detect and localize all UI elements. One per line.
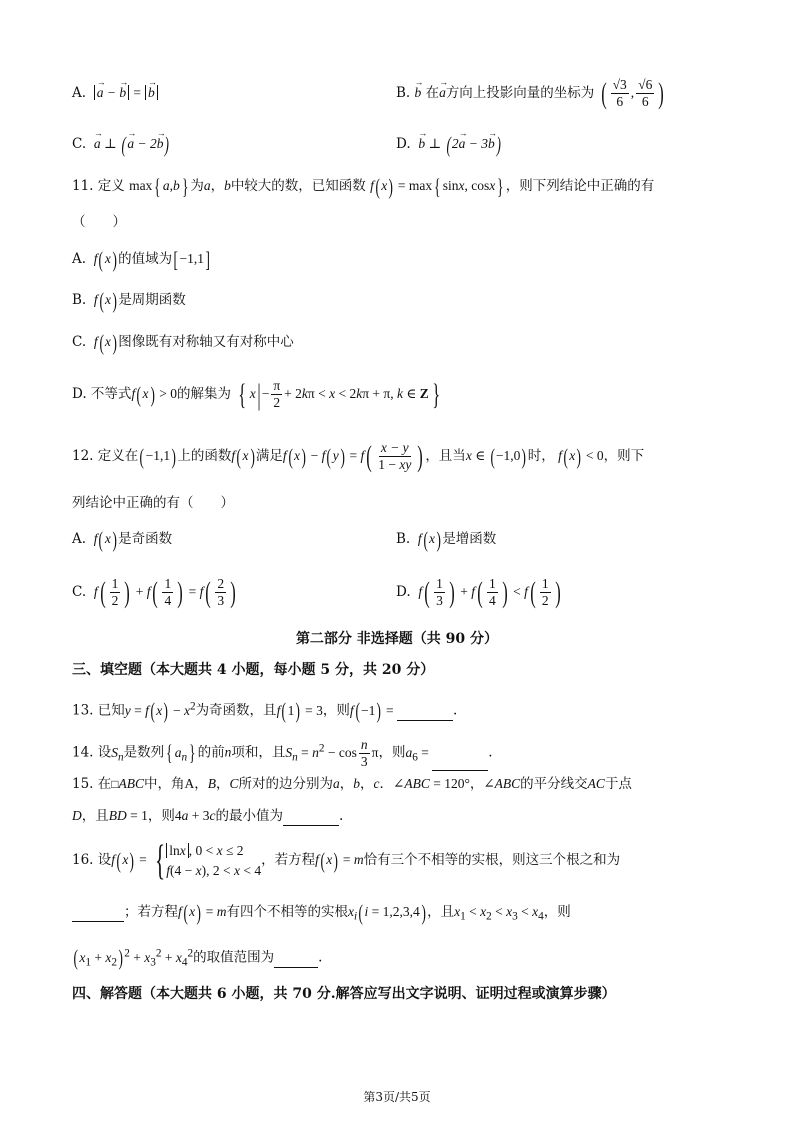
text: 所对的边分别为 xyxy=(238,776,334,792)
math-expr: → a − → b = → b xyxy=(90,85,157,100)
q15-line1 xyxy=(72,775,632,793)
text: ，且 xyxy=(81,808,109,824)
text: 于点 xyxy=(604,776,632,792)
option-label: A. xyxy=(72,251,87,267)
answer-blank xyxy=(72,903,124,922)
math-expr: A xyxy=(184,776,195,791)
q12-stem xyxy=(72,436,644,477)
text: 的最小值为 xyxy=(215,808,283,824)
option-label: A. xyxy=(72,85,87,101)
text: 的取值范围为 xyxy=(193,949,275,966)
math-expr: ( $\frac{√3}{6}$ , $\frac{√6}{6}$ ) xyxy=(600,76,665,110)
math-expr: f(x) = max{ sinx, cosx} xyxy=(370,173,504,199)
text: 的前 xyxy=(197,744,225,761)
q13: 13. 已知$y = f(x) - x^2$为奇函数，且f(1) = 3，则f(−1) = . xyxy=(72,698,458,724)
math-expr: 4a + 3c xyxy=(174,808,216,823)
math-expr: x ∈ (−1,0) xyxy=(465,443,527,469)
q11-option-b xyxy=(72,287,186,313)
text: 14. 设 xyxy=(72,744,112,761)
math-expr: [−1,1] xyxy=(173,246,210,272)
text: ；若方程 xyxy=(124,904,178,920)
text: ，则 xyxy=(147,808,175,824)
math-expr: $a_6$ = xyxy=(405,744,433,764)
text: ，且 xyxy=(427,904,455,920)
text: 是奇函数 xyxy=(118,531,173,547)
q12-option-b xyxy=(396,526,497,552)
option-label: B. xyxy=(72,292,87,308)
q10-option-d xyxy=(396,131,502,157)
text: 为奇函数，且 xyxy=(195,702,277,719)
math-expr: $x_i(i = 1,2,3,4)$ xyxy=(348,899,426,925)
option-label: C. xyxy=(72,584,87,600)
text: ，则 xyxy=(543,904,571,920)
math-expr: → b ⊥ (2→ a − 3→ b) xyxy=(415,136,502,151)
q11-stem xyxy=(72,173,655,199)
text: 在 xyxy=(425,85,440,101)
math-expr: f(x) xyxy=(231,443,255,469)
text: ，则下 xyxy=(603,448,645,464)
math-expr: f(x) = m xyxy=(315,847,364,873)
math-expr: b xyxy=(224,178,231,193)
option-label: B. xyxy=(396,85,411,101)
math-expr: → b xyxy=(415,72,422,114)
math-expr: f(x) xyxy=(93,287,117,313)
math-expr: f( $\frac{1}{3}$ ) + f( $\frac{1}{4}$ ) < f( $\frac{1}{2}$ ) xyxy=(418,575,561,609)
math-expr: → a xyxy=(439,72,446,114)
math-expr: $S_n = n^2 - \cos$ $\frac{n}{3}$ π xyxy=(285,736,379,769)
answer-blank xyxy=(397,702,453,721)
page-footer: 第3页/共5页 xyxy=(363,1090,431,1104)
math-expr: f(x) = m xyxy=(178,899,227,925)
text: ，则 xyxy=(322,702,350,719)
text: 是数列 xyxy=(123,744,165,761)
text: 为 xyxy=(190,178,204,194)
text: 中较大的数，已知函数 xyxy=(230,178,366,194)
option-label: A. xyxy=(72,531,87,547)
text: 图像既有对称轴又有对称中心 xyxy=(118,334,294,350)
math-expr: f(x) xyxy=(93,246,117,272)
math-expr: c xyxy=(373,776,380,791)
q10-option-b xyxy=(396,72,666,114)
math-expr: D xyxy=(72,808,82,823)
math-expr: $(x_1 + x_2)^2 + x_3^2 + x_4^2$ xyxy=(73,945,194,971)
math-expr: BD = 1 xyxy=(108,808,148,823)
q14: 14. 设$S_n$是数列{ $a_n$} 的前n项和，且$S_n = n^2 - \cos$ $\frac{n}{3}$ π，则$a_6$ = . xyxy=(72,736,493,769)
answer-blank xyxy=(274,949,318,968)
text: 是周期函数 xyxy=(118,292,186,308)
math-expr: f(x) xyxy=(417,526,441,552)
q12-option-a xyxy=(72,526,173,552)
text: ． xyxy=(379,776,394,792)
text: 上的函数 xyxy=(177,448,232,464)
text: 时， xyxy=(527,448,555,464)
text: 11. 定义 xyxy=(72,178,125,194)
math-expr: f( $\frac{1}{2}$ ) + f( $\frac{1}{4}$ ) = f( $\frac{2}{3}$ ) xyxy=(93,575,236,609)
text: ， xyxy=(339,776,354,792)
text: 的平分线交 xyxy=(520,776,588,792)
text: 15. 在 xyxy=(72,776,112,792)
text: ，则 xyxy=(378,744,406,761)
text: ， xyxy=(469,776,484,792)
option-label: B. xyxy=(396,531,411,547)
text: ，则下列结论中正确的有 xyxy=(505,178,655,194)
text: 12. 定义在 xyxy=(72,448,139,464)
text: 的值域为 xyxy=(118,251,173,267)
answer-blank xyxy=(283,807,339,826)
option-label: C. xyxy=(72,334,87,350)
text: 恰有三个不相等的实根，则这三个根之和为 xyxy=(363,852,621,868)
section4-title: 四、解答题（本大题共 6 小题，共 70 分.解答应写出文字说明、证明过程或演算步骤） xyxy=(72,986,616,1002)
math-expr: f(x) xyxy=(93,526,117,552)
text: 项和，且 xyxy=(231,744,286,761)
answer-blank xyxy=(432,736,488,771)
text: 方向上投影向量的坐标为 xyxy=(445,85,595,101)
math-expr: { $a_n$} xyxy=(166,740,196,766)
math-expr: $x_1 < x_2 < x_3 < x_4$ xyxy=(454,904,544,923)
option-label: D. xyxy=(396,584,411,600)
math-expr: f(x) xyxy=(93,329,117,355)
math-expr: n xyxy=(224,744,232,760)
q15-line2: D，且BD = 1，则4a + 3c的最小值为 . xyxy=(72,808,344,824)
text: ， xyxy=(194,776,208,792)
text: ， xyxy=(360,776,374,792)
q10-option-c xyxy=(72,131,171,157)
math-expr: max{ a,b} xyxy=(129,173,189,199)
text: ， xyxy=(216,776,230,792)
text: 有四个不相等的实根 xyxy=(226,904,349,920)
text: 的解集为 xyxy=(176,386,231,402)
q16-line3: $(x_1 + x_2)^2 + x_3^2 + x_4^2$的取值范围为 . xyxy=(73,945,323,971)
math-expr: f(x) < 0 xyxy=(558,443,604,469)
q11-option-c xyxy=(72,329,294,355)
q12-option-d xyxy=(396,572,563,612)
text: 中，角 xyxy=(144,776,185,792)
math-expr: $S_n$ xyxy=(111,744,124,764)
math-expr: f(−1) = xyxy=(349,698,398,724)
q12-stem-line2: 列结论中正确的有（ ） xyxy=(72,495,234,511)
q11-option-d xyxy=(72,376,443,413)
math-expr: f(x) > 0 xyxy=(131,381,177,407)
text: ，若方程 xyxy=(261,852,316,868)
q10-option-a xyxy=(72,84,158,102)
math-expr: ∠ABC = 120° xyxy=(393,776,470,791)
math-expr: AC xyxy=(587,776,605,791)
math-expr: a xyxy=(333,776,340,791)
math-expr: b xyxy=(353,776,361,791)
option-label: C. xyxy=(72,136,87,152)
math-expr: → a ⊥ (→ a − 2→ b) xyxy=(90,136,170,151)
math-expr: f(x) = { lnx , 0 < x ≤ 2 f(4 − x), 2 < x < 4 xyxy=(111,837,262,884)
math-expr: { x|− $\frac{\pi}{2}$ + 2kπ < x < 2kπ + π, k ∈ Z } xyxy=(238,377,440,411)
math-expr: B xyxy=(207,776,217,791)
part2-title: 第二部分 非选择题（共 90 分） xyxy=(295,631,499,647)
text: 16. 设 xyxy=(72,852,112,868)
q12-option-c xyxy=(72,572,238,612)
math-expr: $y = f(x) - x^2$ xyxy=(124,698,196,724)
math-expr: f(1) = 3 xyxy=(276,698,323,724)
q11-option-a xyxy=(72,246,211,272)
math-expr: f(x) − f(y) = f( $\frac{x - y}{1 - xy}$ ) xyxy=(282,439,424,473)
option-label: D. 不等式 xyxy=(72,386,132,402)
q11-paren: （ ） xyxy=(72,214,126,230)
math-expr: C xyxy=(229,776,239,791)
q16-line2 xyxy=(72,899,571,926)
text: 是增函数 xyxy=(442,531,497,547)
text: 13. 已知 xyxy=(72,702,125,719)
q16-line1 xyxy=(72,838,620,883)
text: ， xyxy=(210,178,225,194)
option-label: D. xyxy=(396,136,411,152)
math-expr: ∠ABC xyxy=(483,776,521,791)
math-expr: a xyxy=(203,178,211,193)
math-expr: (−1,1) xyxy=(139,443,176,469)
text: 满足 xyxy=(255,448,283,464)
text: ，且当 xyxy=(425,448,466,464)
section3-title: 三、填空题（本大题共 4 小题，每小题 5 分，共 20 分） xyxy=(72,662,435,678)
math-expr: □ABC xyxy=(111,776,145,791)
